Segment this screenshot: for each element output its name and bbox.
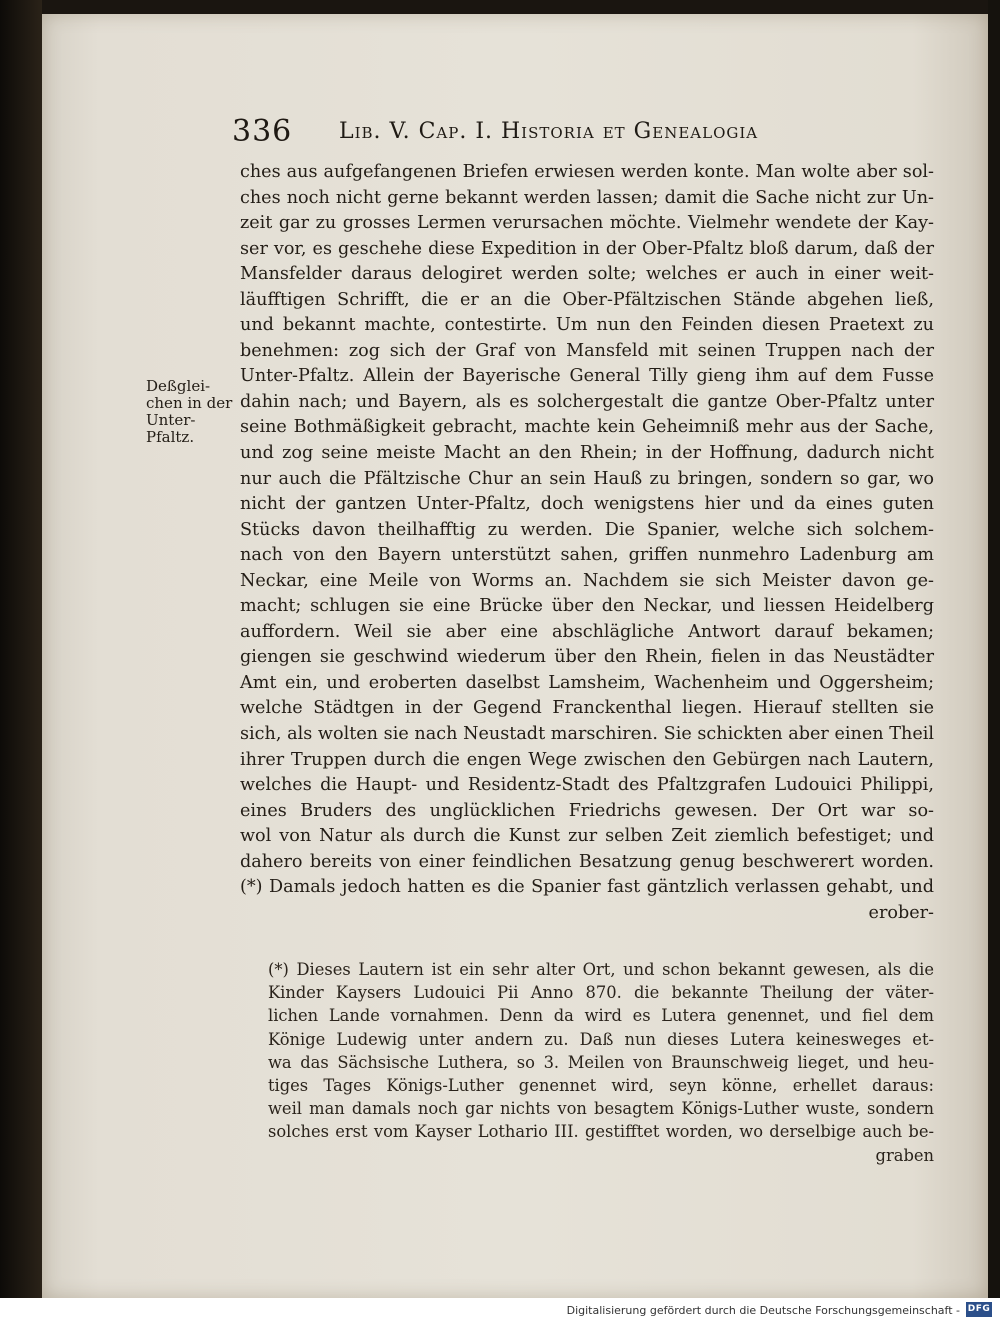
text-line: ser vor, es geschehe diese Expedition in der Ober-Pfaltz bloß darum, daß der <box>240 238 934 259</box>
text-line: läufftigen Schrifft, die er an die Ober-Pfältzischen Stände abgehen ließ, <box>240 289 934 310</box>
footnote-line: Kinder Kaysers Ludouici Pii Anno 870. die bekannte Theilung der väter- <box>268 983 934 1003</box>
text-line: (*) Damals jedoch hatten es die Spanier fast gäntzlich verlassen gehabt, und <box>240 877 934 898</box>
main-text-block <box>240 160 934 926</box>
text-line: wol von Natur als durch die Kunst zur selben Zeit ziemlich befestiget; und <box>240 826 934 847</box>
dfg-logo: DFG <box>966 1302 992 1317</box>
footnote-line: weil man damals noch gar nichts von besagtem Königs-Luther wuste, sondern <box>268 1099 934 1119</box>
text-line: nicht der gantzen Unter-Pfaltz, doch wenigstens hier und da eines guten <box>240 494 934 515</box>
page-header <box>232 114 862 158</box>
text-line: benehmen: zog sich der Graf von Mansfeld mit seinen Truppen nach der <box>240 340 934 361</box>
footnote-line: tiges Tages Königs-Luther genennet wird, seyn könne, erhellet daraus: <box>268 1076 934 1096</box>
text-line: ches noch nicht gerne bekannt werden lassen; damit die Sache nicht zur Un- <box>240 187 934 208</box>
text-line: sich, als wolten sie nach Neustadt marschiren. Sie schickten aber einen Theil <box>240 724 934 745</box>
text-line: und zog seine meiste Macht an den Rhein; in der Hoffnung, dadurch nicht <box>240 443 934 464</box>
text-line: nur auch die Pfältzische Chur an sein Hauß zu bringen, sondern so gar, wo <box>240 468 934 489</box>
text-line: zeit gar zu grosses Lermen verursachen möchte. Vielmehr wendete der Kay- <box>240 213 934 234</box>
text-line: Neckar, eine Meile von Worms an. Nachdem sie sich Meister davon ge- <box>240 570 934 591</box>
text-line: dahin nach; und Bayern, als es solchergestalt die gantze Ober-Pfaltz unter <box>240 391 934 412</box>
footnote-block <box>268 958 934 1167</box>
text-line: macht; schlugen sie eine Brücke über den Neckar, und liessen Heidelberg <box>240 596 934 617</box>
running-head: Lib. V. Cap. I. Historia et Genealogia <box>339 119 759 144</box>
text-line: Unter-Pfaltz. Allein der Bayerische General Tilly gieng ihm auf dem Fusse <box>240 366 934 387</box>
footnote-line: (*) Dieses Lautern ist ein sehr alter Ort, und schon bekannt gewesen, als die <box>268 960 934 979</box>
text-line: Stücks davon theilhafftig zu werden. Die Spanier, welche sich solchem- <box>240 519 934 540</box>
book-binding-shadow <box>0 0 42 1298</box>
footnote-line: wa das Sächsische Luthera, so 3. Meilen von Braunschweig lieget, und heu- <box>268 1052 934 1072</box>
text-line: und bekannt machte, contestirte. Um nun den Feinden diesen Praetext zu <box>240 315 934 336</box>
catchword: erober- <box>868 902 934 923</box>
text-line: welches die Haupt- und Residentz-Stadt des Pfaltzgrafen Ludouici Philippi, <box>240 775 934 796</box>
marginal-note-line: Pfaltz. <box>146 428 195 446</box>
text-line: ihrer Truppen durch die engen Wege zwischen den Gebürgen nach Lautern, <box>240 749 934 770</box>
text-line: seine Bothmäßigkeit gebracht, machte kein Geheimniß mehr aus der Sache, <box>240 417 934 438</box>
text-line: Mansfelder daraus delogiret werden solte; welches er auch in einer weit- <box>240 264 934 285</box>
text-line: Amt ein, und eroberten daselbst Lamsheim, Wachenheim und Oggersheim; <box>240 672 934 693</box>
footnote-line: lichen Lande vornahmen. Denn da wird es Lutera genennet, und fiel dem <box>268 1006 934 1026</box>
text-line: ches aus aufgefangenen Briefen erwiesen werden konte. Man wolte aber sol- <box>240 162 934 182</box>
text-line: eines Bruders des unglücklichen Friedrichs gewesen. Der Ort war so- <box>240 800 934 821</box>
text-line: auffordern. Weil sie aber eine abschlägliche Antwort darauf bekamen; <box>240 621 934 642</box>
marginal-note <box>146 378 242 446</box>
text-line: nach von den Bayern unterstützt sahen, griffen nunmehro Ladenburg am <box>240 545 934 566</box>
digitization-footer <box>0 1298 1000 1323</box>
marginal-note-line: Deßglei- <box>146 377 211 395</box>
footnote-line: solches erst vom Kayser Lothario III. gestifftet worden, wo derselbige auch be- <box>268 1122 934 1142</box>
page-number: 336 <box>232 114 293 149</box>
page-edge-shadow <box>988 0 1000 1298</box>
text-line: dahero bereits von einer feindlichen Besatzung genug beschwerert worden. <box>240 851 934 872</box>
marginal-note-line: chen in der <box>146 394 233 412</box>
text-line: giengen sie geschwind wiederum über den Rhein, fielen in das Neustädter <box>240 647 934 668</box>
text-line: welche Städtgen in der Gegend Franckenthal liegen. Hierauf stellten sie <box>240 698 934 719</box>
footnote-catchword: graben <box>875 1145 934 1165</box>
funding-credit: Digitalisierung gefördert durch die Deutsche Forschungsgemeinschaft - <box>566 1304 960 1317</box>
marginal-note-line: Unter- <box>146 411 196 429</box>
footnote-line: Könige Ludewig unter andern zu. Daß nun dieses Lutera keinesweges et- <box>268 1029 934 1049</box>
